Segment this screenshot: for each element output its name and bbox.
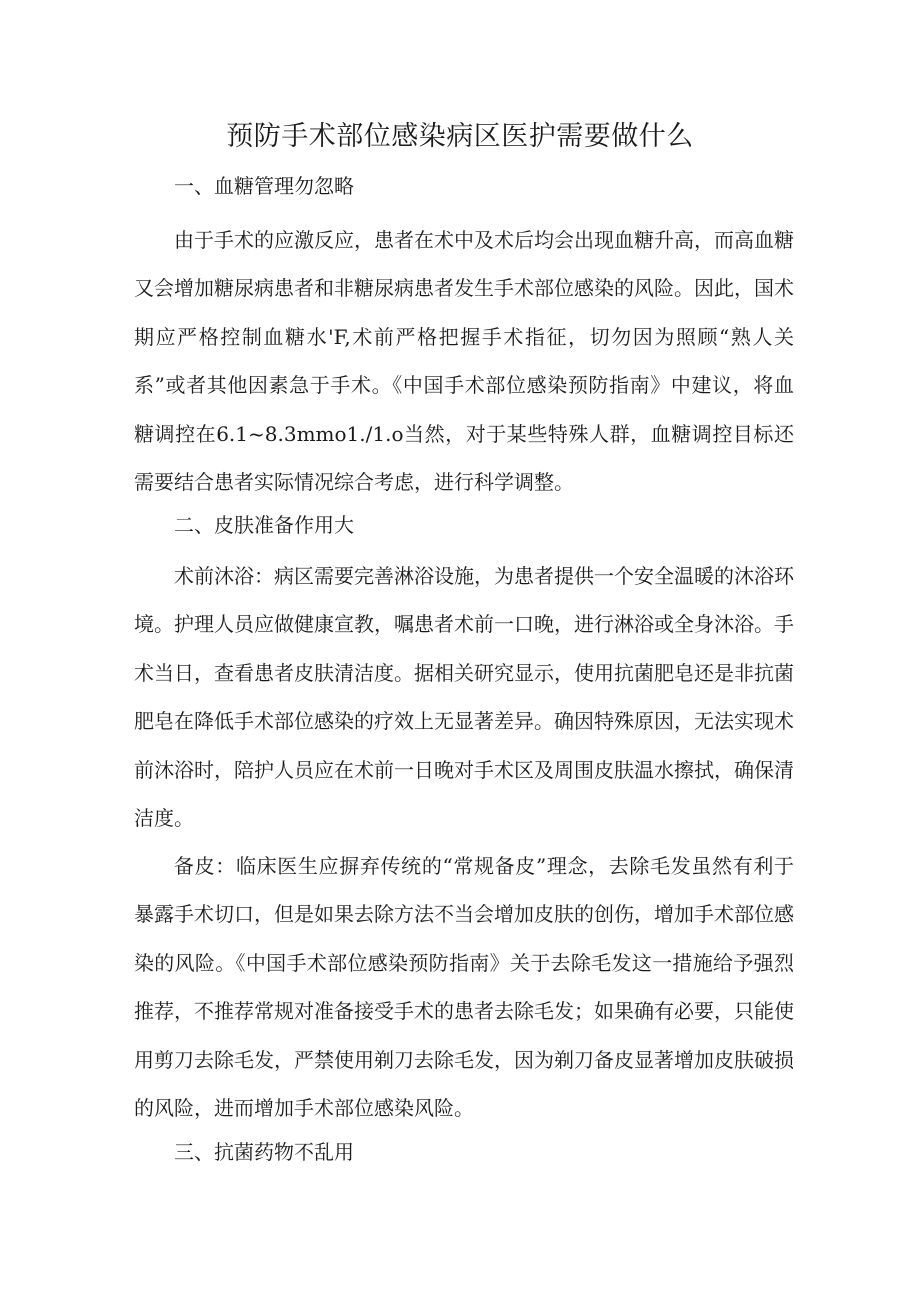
page-title: 预防手术部位感染病区医护需要做什么 — [226, 121, 694, 152]
section-heading-antibiotics: 三、抗菌药物不乱用 — [174, 1140, 354, 1164]
paragraph-blood-sugar: 由于手术的应激反应，患者在术中及术后均会出现血糖升高，而高血糖又会增加糖尿病患者和非糖尿病患者发生手术部位感染的风险。因此，国术期应严格控制血糖水'F,术前严格把握手术指征，切勿因为照顾“熟人关系”或者其他因素急于手术。《中国手术部位感染预防指南》中建议，将血糖调控在6.1~8.3mmo1./1.o当然，对于某些特殊人群，血糖调控目标还需要结合患者实际情况综合考虑，进行科学调整。 — [134, 228, 794, 495]
section-heading-skin-prep: 二、皮肤准备作用大 — [174, 513, 354, 537]
paragraph-hair-removal: 备皮：临床医生应摒弃传统的“常规备皮”理念，去除毛发虽然有利于暴露手术切口，但是如果去除方法不当会增加皮肤的创伤，增加手术部位感染的风险。《中国手术部位感染预防指南》关于去除毛发这一措施给予强烈推荐，不推荐常规对准备接受手术的患者去除毛发；如果确有必要，只能使用剪刀去除毛发，严禁使用剃刀去除毛发，因为剃刀备皮显著增加皮肤破损的风险，进而增加手术部位感染风险。 — [134, 854, 794, 1121]
section-heading-blood-sugar: 一、血糖管理勿忽略 — [174, 174, 354, 198]
paragraph-preop-bathing: 术前沐浴：病区需要完善淋浴设施，为患者提供一个安全温暖的沐浴环境。护理人员应做健康宣教，嘱患者术前一口晚，进行淋浴或全身沐浴。手术当日，查看患者皮肤清洁度。据相关研究显示，使用抗菌肥皂还是非抗菌肥皂在降低手术部位感染的疗效上无显著差异。确因特殊原因，无法实现术前沐浴时，陪护人员应在术前一日晚对手术区及周围皮肤温水擦拭，确保清洁度。 — [134, 564, 794, 831]
